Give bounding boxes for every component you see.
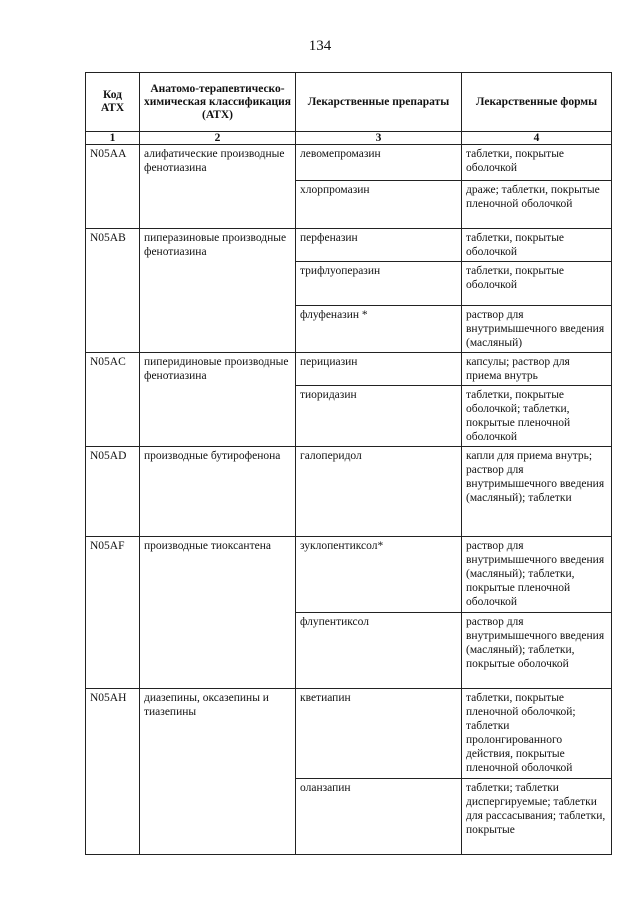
table-row xyxy=(86,447,612,537)
table-row xyxy=(86,537,612,613)
drug-name: галоперидол xyxy=(296,447,462,537)
dosage-forms: капсулы; раствор для приема внутрь xyxy=(462,353,612,386)
drug-name: оланзапин xyxy=(296,779,462,855)
dosage-forms: таблетки, покрытые оболочкой; таблетки, покрытые пленочной оболочкой xyxy=(462,386,612,447)
drug-name: перфеназин xyxy=(296,229,462,262)
dosage-forms: раствор для внутримышечного введения (масляный); таблетки, покрытые пленочной оболочкой xyxy=(462,537,612,613)
column-number: 1 xyxy=(86,132,140,145)
atx-code: N05AD xyxy=(86,447,140,537)
drug-name: хлорпромазин xyxy=(296,181,462,229)
table-row xyxy=(86,689,612,779)
drug-name: левомепромазин xyxy=(296,145,462,181)
dosage-forms: таблетки, покрытые оболочкой xyxy=(462,262,612,306)
atx-code: N05AC xyxy=(86,353,140,447)
dosage-forms: таблетки, покрытые оболочкой xyxy=(462,145,612,181)
atx-code: N05AA xyxy=(86,145,140,229)
atx-table xyxy=(85,72,612,855)
dosage-forms: драже; таблетки, покрытые пленочной оболочкой xyxy=(462,181,612,229)
atx-code: N05AF xyxy=(86,537,140,689)
dosage-forms: таблетки, покрытые пленочной оболочкой; таблетки пролонгированного действия, покрытые пленочной оболочкой xyxy=(462,689,612,779)
atx-group-name: производные тиоксантена xyxy=(140,537,296,689)
dosage-forms: капли для приема внутрь; раствор для внутримышечного введения (масляный); таблетки xyxy=(462,447,612,537)
drug-name: кветиапин xyxy=(296,689,462,779)
page-number: 134 xyxy=(308,38,332,54)
header-dosage-forms: Лекарственные формы xyxy=(462,73,612,132)
drug-name: тиоридазин xyxy=(296,386,462,447)
header-atx-code: Код АТХ xyxy=(86,73,140,132)
table-row xyxy=(86,229,612,262)
atx-group-name: диазепины, оксазепины и тиазепины xyxy=(140,689,296,855)
column-number: 2 xyxy=(140,132,296,145)
atx-group-name: пиперидиновые производные фенотиазина xyxy=(140,353,296,447)
drug-name: флупентиксол xyxy=(296,613,462,689)
column-number-row xyxy=(86,132,612,145)
atx-group-name: алифатические производные фенотиазина xyxy=(140,145,296,229)
header-row xyxy=(86,73,612,132)
drug-name: флуфеназин * xyxy=(296,306,462,353)
drug-name: трифлуоперазин xyxy=(296,262,462,306)
atx-code: N05AB xyxy=(86,229,140,353)
drug-name: зуклопентиксол* xyxy=(296,537,462,613)
dosage-forms: раствор для внутримышечного введения (масляный); таблетки, покрытые оболочкой xyxy=(462,613,612,689)
atx-group-name: производные бутирофенона xyxy=(140,447,296,537)
column-number: 4 xyxy=(462,132,612,145)
dosage-forms: раствор для внутримышечного введения (масляный) xyxy=(462,306,612,353)
header-atx-classification: Анатомо-терапевтическо-химическая классификация (АТХ) xyxy=(140,73,296,132)
drug-name: перициазин xyxy=(296,353,462,386)
atx-code: N05AH xyxy=(86,689,140,855)
dosage-forms: таблетки; таблетки диспергируемые; таблетки для рассасывания; таблетки, покрытые xyxy=(462,779,612,855)
column-number: 3 xyxy=(296,132,462,145)
atx-group-name: пиперазиновые производные фенотиазина xyxy=(140,229,296,353)
header-drugs: Лекарственные препараты xyxy=(296,73,462,132)
dosage-forms: таблетки, покрытые оболочкой xyxy=(462,229,612,262)
table-row xyxy=(86,145,612,181)
table-row xyxy=(86,353,612,386)
